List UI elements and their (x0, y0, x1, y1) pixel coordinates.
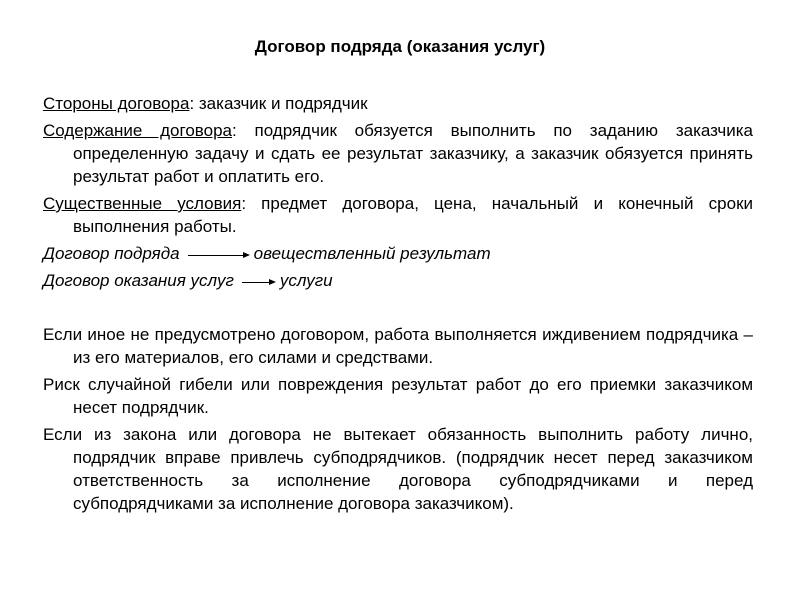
essential-terms-paragraph (43, 192, 753, 238)
comparison-left: Договор подряда (43, 244, 180, 263)
slide-content (43, 92, 753, 519)
content-term: Содержание договора (43, 121, 232, 140)
comparison-right: овеществленный результат (253, 244, 491, 263)
essential-terms-text: : предмет договора, цена, начальный и конечный сроки выполнения работы. (73, 194, 754, 236)
content-text: : подрядчик обязуется выполнить по заданию заказчика определенную задачу и сдать ее результат заказчику, а заказчик обязуется принять результат работ и оплатить его. (73, 121, 753, 186)
essential-terms-term: Существенные условия (43, 194, 242, 213)
parties-text: : заказчик и подрядчик (189, 94, 368, 113)
body-paragraph: Если из закона или договора не вытекает обязанность выполнить работу лично, подрядчик вправе привлечь субподрядчиков. (подрядчик несет перед заказчиком ответственность за исполнение договора субподрядчиками и перед субподрядчиками за исполнение договора заказчиком). (43, 425, 753, 513)
spacer (43, 296, 753, 323)
body-paragraph: Если иное не предусмотрено договором, работа выполняется иждивением подрядчика – из его материалов, его силами и средствами. (43, 325, 753, 367)
right-arrow-icon (188, 255, 250, 257)
parties-term: Стороны договора (43, 94, 190, 113)
comparison-row-services (43, 269, 753, 292)
comparison-right: услуги (279, 271, 333, 290)
page-title: Договор подряда (оказания услуг) (254, 37, 546, 56)
body-paragraph: Риск случайной гибели или повреждения результат работ до его приемки заказчиком несет подрядчик. (43, 375, 753, 417)
comparison-left: Договор оказания услуг (43, 271, 234, 290)
right-arrow-icon (242, 282, 276, 284)
parties-paragraph (43, 92, 753, 115)
content-paragraph (43, 119, 753, 188)
comparison-row-contract (43, 242, 753, 265)
